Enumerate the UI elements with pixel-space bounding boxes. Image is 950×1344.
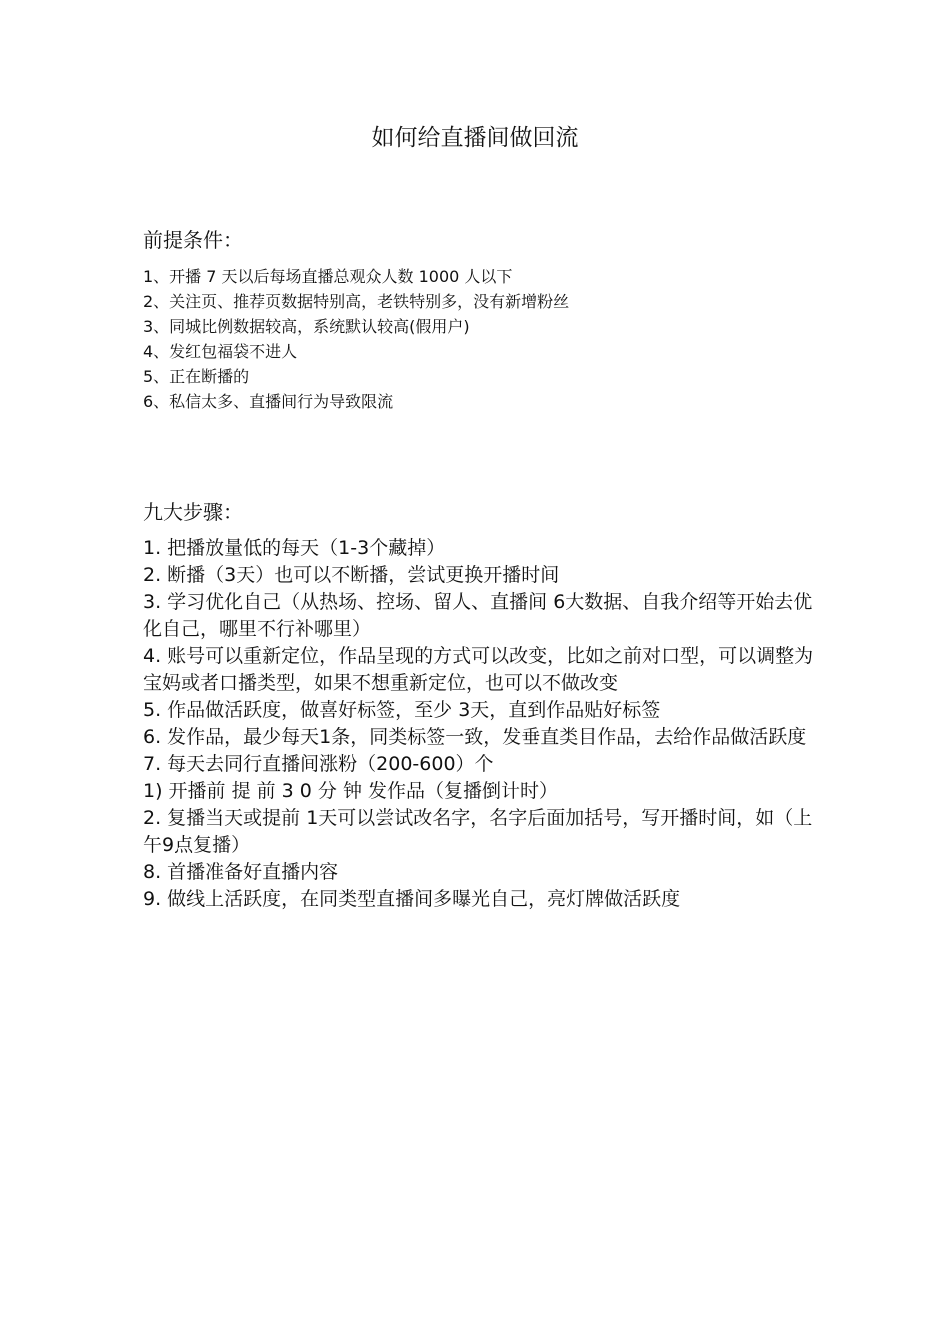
step-subitem: 2. 复播当天或提前 1天可以尝试改名字，名字后面加括号，写开播时间，如（上午9点复播） [143,807,813,856]
step-item: 9. 做线上活跃度，在同类型直播间多曝光自己，亮灯牌做活跃度 [143,888,681,910]
step-subitem: 1) 开播前 提 前 3 0 分 钟 发作品（复播倒计时） [143,780,558,802]
step-item: 8. 首播准备好直播内容 [143,861,339,883]
premise-item: 2、关注页、推荐页数据特别高，老铁特别多，没有新增粉丝 [143,292,570,311]
step-item: 2. 断播（3天）也可以不断播，尝试更换开播时间 [143,564,560,586]
step-item: 1. 把播放量低的每天（1-3个藏掉） [143,537,446,559]
step-item: 7. 每天去同行直播间涨粉（200-600）个 [143,753,494,775]
step-item: 4. 账号可以重新定位，作品呈现的方式可以改变，比如之前对口型，可以调整为宝妈或者口播类型，如果不想重新定位，也可以不做改变 [143,645,814,694]
step-item: 5. 作品做活跃度，做喜好标签，至少 3天，直到作品贴好标签 [143,699,661,721]
premise-item: 1、开播 7 天以后每场直播总观众人数 1000 人以下 [143,267,513,286]
premise-item: 5、正在断播的 [143,367,250,386]
step-item: 6. 发作品，最少每天1条，同类标签一致，发垂直类目作品，去给作品做活跃度 [143,726,807,748]
steps-list [143,535,823,913]
step-item: 3. 学习优化自己（从热场、控场、留人、直播间 6大数据、自我介绍等开始去优化自己，哪里不行补哪里） [143,591,813,640]
premise-item: 4、发红包福袋不进人 [143,342,298,361]
premise-item: 3、同城比例数据较高，系统默认较高(假用户) [143,317,470,336]
premise-list [143,264,823,414]
steps-heading: 九大步骤： [143,500,243,524]
premise-item: 6、私信太多、直播间行为导致限流 [143,392,394,411]
document-title: 如何给直播间做回流 [371,125,579,151]
premise-heading: 前提条件： [143,228,243,252]
